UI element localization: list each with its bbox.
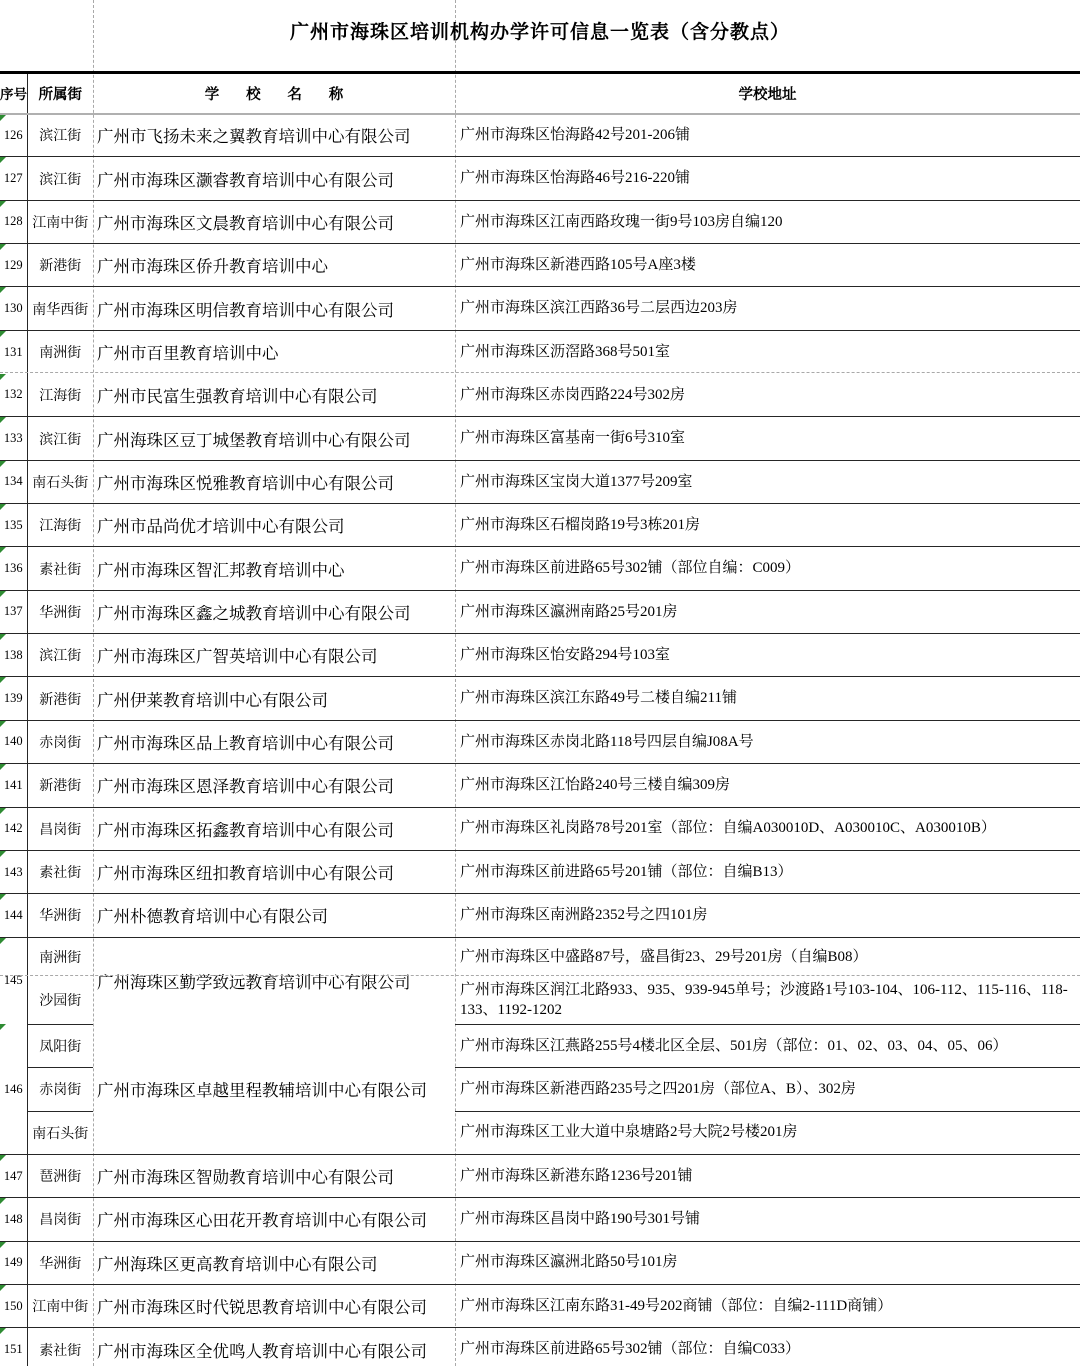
table-row bbox=[0, 1024, 1080, 1067]
address-cell: 广州市海珠区怡海路46号216-220铺 bbox=[455, 157, 1080, 200]
address-cell: 广州市海珠区怡安路294号103室 bbox=[455, 634, 1080, 677]
school-name-cell: 广州市海珠区灏睿教育培训中心有限公司 bbox=[93, 157, 455, 200]
row-number-cell bbox=[0, 764, 27, 807]
table-row bbox=[0, 417, 1080, 460]
cell-corner-indicator-icon bbox=[0, 547, 6, 553]
street-cell: 沙园街 bbox=[27, 977, 93, 1025]
address-cell: 广州市海珠区南洲路2352号之四101房 bbox=[455, 894, 1080, 937]
row-number-cell bbox=[0, 894, 27, 937]
address-cell: 广州市海珠区礼岗路78号201室（部位：自编A030010D、A030010C、A030010B） bbox=[455, 807, 1080, 850]
cell-corner-indicator-icon bbox=[0, 851, 6, 857]
row-number-cell bbox=[0, 590, 27, 633]
cell-corner-indicator-icon bbox=[0, 894, 6, 900]
row-number-cell bbox=[0, 1328, 27, 1366]
table-row bbox=[0, 764, 1080, 807]
address-cell: 广州市海珠区前进路65号302铺（部位：自编C033） bbox=[455, 1328, 1080, 1366]
table-row bbox=[0, 504, 1080, 547]
table-row bbox=[0, 374, 1080, 417]
col-header-address: 学校地址 bbox=[455, 73, 1080, 114]
school-name-cell: 广州市品尚优才培训中心有限公司 bbox=[93, 504, 455, 547]
street-cell: 滨江街 bbox=[27, 114, 93, 157]
col-header-street: 所属街 bbox=[27, 73, 93, 114]
row-number: 145 bbox=[3, 973, 23, 988]
cell-corner-indicator-icon bbox=[0, 461, 6, 467]
row-number-cell bbox=[0, 460, 27, 503]
address-cell: 广州市海珠区宝岗大道1377号209室 bbox=[455, 460, 1080, 503]
school-name-cell: 广州市海珠区智汇邦教育培训中心 bbox=[93, 547, 455, 590]
address-cell: 广州市海珠区怡海路42号201-206铺 bbox=[455, 114, 1080, 157]
table-row bbox=[0, 634, 1080, 677]
col-header-no: 序号 bbox=[0, 73, 27, 114]
school-name-cell: 广州市海珠区恩泽教育培训中心有限公司 bbox=[93, 764, 455, 807]
school-name-cell: 广州市海珠区心田花开教育培训中心有限公司 bbox=[93, 1198, 455, 1241]
school-name-cell: 广州市海珠区智勋教育培训中心有限公司 bbox=[93, 1154, 455, 1197]
street-cell: 新港街 bbox=[27, 764, 93, 807]
table-row bbox=[0, 547, 1080, 590]
row-number-cell bbox=[0, 1198, 27, 1241]
address-cell: 广州市海珠区滨江西路36号二层西边203房 bbox=[455, 287, 1080, 330]
address-cell: 广州市海珠区石榴岗路19号3栋201房 bbox=[455, 504, 1080, 547]
row-number: 134 bbox=[3, 474, 23, 489]
row-number: 129 bbox=[3, 257, 23, 272]
school-name-cell: 广州市海珠区全优鸣人教育培训中心有限公司 bbox=[93, 1328, 455, 1366]
street-cell: 华洲街 bbox=[27, 590, 93, 633]
address-cell: 广州市海珠区富基南一街6号310室 bbox=[455, 417, 1080, 460]
cell-corner-indicator-icon bbox=[0, 1328, 6, 1334]
row-number-cell bbox=[0, 244, 27, 287]
school-name-cell: 广州市海珠区文晨教育培训中心有限公司 bbox=[93, 200, 455, 243]
table-row bbox=[0, 287, 1080, 330]
row-number-cell bbox=[0, 677, 27, 720]
school-name-cell: 广州市海珠区侨升教育培训中心 bbox=[93, 244, 455, 287]
row-number: 131 bbox=[3, 344, 23, 359]
street-cell: 琶洲街 bbox=[27, 1154, 93, 1197]
school-name-cell: 广州市海珠区悦雅教育培训中心有限公司 bbox=[93, 460, 455, 503]
school-name-cell: 广州市海珠区纽扣教育培训中心有限公司 bbox=[93, 850, 455, 893]
address-cell: 广州市海珠区前进路65号302铺（部位自编：C009） bbox=[455, 547, 1080, 590]
street-cell: 南石头街 bbox=[27, 1111, 93, 1154]
row-number-cell bbox=[0, 114, 27, 157]
row-number: 135 bbox=[3, 517, 23, 532]
street-cell: 江海街 bbox=[27, 374, 93, 417]
row-number: 130 bbox=[3, 301, 23, 316]
cell-corner-indicator-icon bbox=[0, 1242, 6, 1248]
address-cell: 广州市海珠区沥滘路368号501室 bbox=[460, 343, 671, 360]
address-cell: 广州市海珠区新港西路235号之四201房（部位A、B）、302房 bbox=[455, 1068, 1080, 1111]
row-number-cell bbox=[0, 547, 27, 590]
row-number: 136 bbox=[3, 561, 23, 576]
row-number: 126 bbox=[3, 127, 23, 142]
table-row bbox=[0, 1328, 1080, 1366]
street-cell: 南石头街 bbox=[27, 460, 93, 503]
school-name-cell: 广州市海珠区时代锐思教育培训中心有限公司 bbox=[93, 1284, 455, 1327]
cell-corner-indicator-icon bbox=[0, 808, 6, 814]
address-cell: 广州市海珠区中盛路87号，盛昌街23、29号201房（自编B08） bbox=[460, 948, 868, 965]
street-cell: 凤阳街 bbox=[27, 1024, 93, 1067]
address-cell: 广州市海珠区江南西路玫瑰一街9号103房自编120 bbox=[455, 200, 1080, 243]
address-cell: 广州市海珠区赤岗西路224号302房 bbox=[455, 374, 1080, 417]
street-cell: 素社街 bbox=[27, 850, 93, 893]
table-row bbox=[0, 807, 1080, 850]
table-body bbox=[0, 114, 1080, 1366]
table-row bbox=[0, 894, 1080, 937]
street-cell: 江海街 bbox=[27, 504, 93, 547]
table-row bbox=[0, 330, 1080, 373]
address-cell: 广州市海珠区润江北路933、935、939-945单号；沙渡路1号103-104、106-112、115-116、118-133、1192-1202 bbox=[455, 977, 1080, 1025]
cell-corner-indicator-icon bbox=[0, 938, 6, 944]
table-row bbox=[0, 114, 1080, 157]
row-number: 144 bbox=[3, 907, 23, 922]
table-row bbox=[0, 1198, 1080, 1241]
cell-corner-indicator-icon bbox=[0, 157, 6, 163]
col-header-school-name: 学校名称 bbox=[93, 73, 455, 114]
table-row bbox=[0, 157, 1080, 200]
table-row bbox=[0, 720, 1080, 763]
row-number: 149 bbox=[3, 1255, 23, 1270]
row-number-cell bbox=[0, 937, 27, 1024]
table-row bbox=[0, 937, 1080, 977]
street-cell: 昌岗街 bbox=[27, 1198, 93, 1241]
school-name-cell: 广州海珠区勤学致远教育培训中心有限公司 bbox=[97, 972, 411, 992]
row-number-cell bbox=[0, 634, 27, 677]
street-cell: 江南中街 bbox=[27, 1284, 93, 1327]
cell-corner-indicator-icon bbox=[0, 677, 6, 683]
school-name-cell: 广州伊莱教育培训中心有限公司 bbox=[93, 677, 455, 720]
cell-corner-indicator-icon bbox=[0, 201, 6, 207]
row-number: 128 bbox=[3, 214, 23, 229]
address-cell: 广州市海珠区工业大道中泉塘路2号大院2号楼201房 bbox=[455, 1111, 1080, 1154]
street-cell: 赤岗街 bbox=[27, 720, 93, 763]
street-cell: 新港街 bbox=[27, 677, 93, 720]
school-name-cell: 广州市飞扬未来之翼教育培训中心有限公司 bbox=[93, 114, 455, 157]
cell-corner-indicator-icon bbox=[0, 1198, 6, 1204]
table-row bbox=[0, 1284, 1080, 1327]
row-number-cell bbox=[0, 1284, 27, 1327]
address-cell: 广州市海珠区昌岗中路190号301号铺 bbox=[455, 1198, 1080, 1241]
street-cell: 素社街 bbox=[27, 1328, 93, 1366]
row-number-cell bbox=[0, 850, 27, 893]
cell-corner-indicator-icon bbox=[0, 1285, 6, 1291]
row-number: 140 bbox=[3, 734, 23, 749]
address-cell: 广州市海珠区新港东路1236号201铺 bbox=[455, 1154, 1080, 1197]
address-cell: 广州市海珠区滨江东路49号二楼自编211铺 bbox=[455, 677, 1080, 720]
row-number-cell bbox=[0, 1024, 27, 1154]
address-cell: 广州市海珠区前进路65号201铺（部位：自编B13） bbox=[455, 850, 1080, 893]
row-number-cell bbox=[0, 374, 27, 417]
table-row bbox=[0, 850, 1080, 893]
row-number: 132 bbox=[3, 387, 23, 402]
cell-corner-indicator-icon bbox=[0, 287, 6, 293]
table-row bbox=[0, 677, 1080, 720]
table-row bbox=[0, 1154, 1080, 1197]
row-number-cell bbox=[0, 504, 27, 547]
school-name-cell: 广州市海珠区卓越里程教辅培训中心有限公司 bbox=[93, 1024, 455, 1154]
street-cell: 江南中街 bbox=[27, 200, 93, 243]
street-cell: 昌岗街 bbox=[27, 807, 93, 850]
header-row bbox=[0, 73, 1080, 114]
street-cell: 新港街 bbox=[27, 244, 93, 287]
school-name-cell: 广州市海珠区明信教育培训中心有限公司 bbox=[93, 287, 455, 330]
table-row bbox=[0, 200, 1080, 243]
table-header bbox=[0, 73, 1080, 114]
row-number-cell bbox=[0, 417, 27, 460]
street-cell: 滨江街 bbox=[27, 417, 93, 460]
cell-corner-indicator-icon bbox=[0, 374, 6, 380]
cell-corner-indicator-icon bbox=[0, 1155, 6, 1161]
table-row bbox=[0, 1241, 1080, 1284]
cell-corner-indicator-icon bbox=[0, 331, 6, 337]
row-number: 137 bbox=[3, 604, 23, 619]
row-number: 142 bbox=[3, 821, 23, 836]
cell-corner-indicator-icon bbox=[0, 721, 6, 727]
row-number: 148 bbox=[3, 1211, 23, 1226]
cell-corner-indicator-icon bbox=[0, 591, 6, 597]
address-cell: 广州市海珠区江怡路240号三楼自编309房 bbox=[455, 764, 1080, 807]
row-number: 147 bbox=[3, 1168, 23, 1183]
page-break-horizontal-line-2 bbox=[0, 975, 1080, 976]
cell-corner-indicator-icon bbox=[0, 244, 6, 250]
row-number: 146 bbox=[3, 1081, 23, 1096]
page-title: 广州市海珠区培训机构办学许可信息一览表（含分教点） bbox=[289, 22, 790, 43]
address-cell: 广州市海珠区江南东路31-49号202商铺（部位：自编2-111D商铺） bbox=[455, 1284, 1080, 1327]
cell-corner-indicator-icon bbox=[0, 634, 6, 640]
street-cell: 滨江街 bbox=[27, 634, 93, 677]
street-cell: 华洲街 bbox=[27, 894, 93, 937]
license-table bbox=[0, 71, 1080, 1366]
street-cell: 南洲街 bbox=[39, 951, 82, 967]
school-name-cell: 广州市海珠区拓鑫教育培训中心有限公司 bbox=[93, 807, 455, 850]
row-number: 139 bbox=[3, 691, 23, 706]
table-row bbox=[0, 590, 1080, 633]
row-number: 141 bbox=[3, 777, 23, 792]
row-number: 127 bbox=[3, 171, 23, 186]
row-number-cell bbox=[0, 1154, 27, 1197]
street-cell: 南华西街 bbox=[27, 287, 93, 330]
street-cell: 南洲街 bbox=[39, 346, 82, 362]
row-number-cell bbox=[0, 200, 27, 243]
row-number: 138 bbox=[3, 647, 23, 662]
school-name-cell: 广州海珠区更高教育培训中心有限公司 bbox=[93, 1241, 455, 1284]
row-number-cell bbox=[0, 157, 27, 200]
school-name-cell: 广州市海珠区品上教育培训中心有限公司 bbox=[93, 720, 455, 763]
table-row bbox=[0, 460, 1080, 503]
address-cell: 广州市海珠区新港西路105号A座3楼 bbox=[455, 244, 1080, 287]
street-cell: 华洲街 bbox=[27, 1241, 93, 1284]
street-cell: 素社街 bbox=[27, 547, 93, 590]
school-name-cell: 广州市海珠区广智英培训中心有限公司 bbox=[93, 634, 455, 677]
table-row bbox=[0, 244, 1080, 287]
row-number: 151 bbox=[3, 1342, 23, 1356]
address-cell: 广州市海珠区瀛洲北路50号101房 bbox=[455, 1241, 1080, 1284]
school-name-cell: 广州海珠区豆丁城堡教育培训中心有限公司 bbox=[93, 417, 455, 460]
row-number-cell bbox=[0, 720, 27, 763]
school-name-cell: 广州市百里教育培训中心 bbox=[97, 344, 279, 364]
cell-corner-indicator-icon bbox=[0, 504, 6, 510]
address-cell: 广州市海珠区赤岗北路118号四层自编J08A号 bbox=[455, 720, 1080, 763]
row-number-cell bbox=[0, 287, 27, 330]
cell-corner-indicator-icon bbox=[0, 115, 6, 121]
street-cell: 赤岗街 bbox=[27, 1068, 93, 1111]
school-name-cell: 广州朴德教育培训中心有限公司 bbox=[93, 894, 455, 937]
row-number: 133 bbox=[3, 431, 23, 446]
address-cell: 广州市海珠区瀛洲南路25号201房 bbox=[455, 590, 1080, 633]
page-break-horizontal-line-1 bbox=[0, 372, 1080, 373]
row-number-cell bbox=[0, 1241, 27, 1284]
cell-corner-indicator-icon bbox=[0, 1024, 6, 1030]
cell-corner-indicator-icon bbox=[0, 417, 6, 423]
address-cell: 广州市海珠区江燕路255号4楼北区全层、501房（部位：01、02、03、04、05、06） bbox=[455, 1024, 1080, 1067]
row-number: 150 bbox=[3, 1298, 23, 1313]
school-name-cell: 广州市海珠区鑫之城教育培训中心有限公司 bbox=[93, 590, 455, 633]
row-number: 143 bbox=[3, 864, 23, 879]
school-name-cell: 广州市民富生强教育培训中心有限公司 bbox=[93, 374, 455, 417]
street-cell: 滨江街 bbox=[27, 157, 93, 200]
row-number-cell bbox=[0, 807, 27, 850]
cell-corner-indicator-icon bbox=[0, 764, 6, 770]
row-number-cell bbox=[0, 330, 27, 373]
